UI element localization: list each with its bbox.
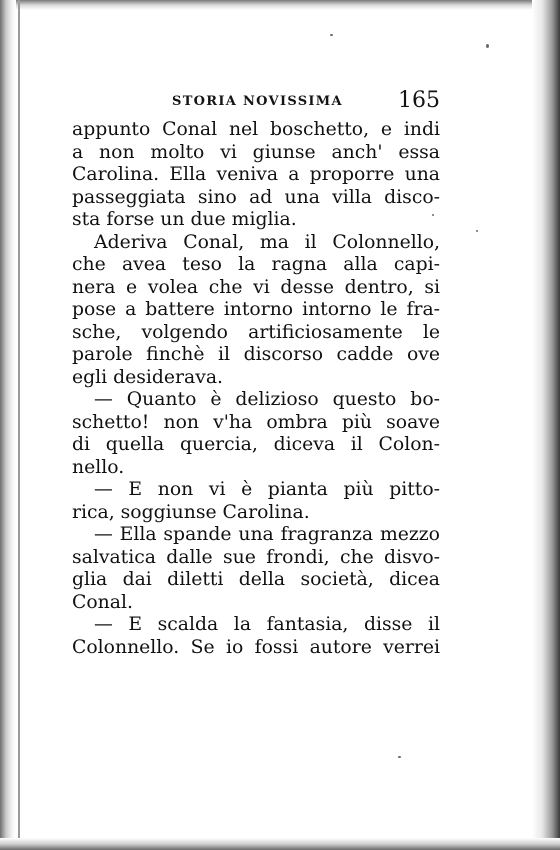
text-line: passeggiata sino ad una villa disco- (72, 186, 440, 208)
page-top-shadow (0, 0, 560, 10)
text-line: — Quanto è delizioso questo bo- (94, 389, 440, 410)
body-text (72, 119, 440, 659)
text-line: salvatica dalle sue frondi, che disvo- (72, 546, 440, 568)
text-line: rica, soggiunse Carolina. (72, 501, 310, 523)
text-line: Carolina. Ella veniva a proporre una (72, 164, 440, 185)
text-line: — E scalda la fantasia, disse il (94, 614, 440, 635)
text-line: nello. (72, 456, 125, 478)
page-right-shadow (532, 0, 560, 850)
text-line: appunto Conal nel boschetto, e indi (72, 119, 440, 140)
page-header (72, 88, 444, 118)
page-number: 165 (398, 88, 440, 113)
paper-speck (398, 756, 401, 758)
text-line: sche, volgendo artificiosamente le (72, 321, 440, 343)
text-line: pose a battere intorno intorno le fra- (72, 299, 440, 320)
text-line: egli desiderava. (72, 366, 223, 388)
page-binding-line (18, 0, 20, 850)
text-line: a non molto vi giunse anch' essa (72, 141, 440, 163)
paper-speck (330, 34, 333, 36)
text-line: sta forse un due miglia. (72, 209, 297, 230)
text-line: nera e volea che vi desse dentro, si (72, 276, 440, 298)
page-left-shadow (0, 0, 16, 850)
running-title: STORIA NOVISSIMA (172, 94, 343, 109)
text-line: — E non vi è pianta più pitto- (94, 479, 440, 500)
text-line: Colonnello. Se io fossi autore verrei (72, 636, 440, 658)
text-line: di quella quercia, diceva il Colon- (72, 434, 440, 455)
text-line: parole finchè il discorso cadde ove (72, 344, 440, 365)
text-line: schetto! non v'ha ombra più soave (72, 411, 440, 433)
text-line: — Ella spande una fragranza mezzo (94, 524, 440, 545)
text-line: glia dai diletti della società, dicea (72, 569, 440, 590)
text-line: Aderiva Conal, ma il Colonnello, (94, 231, 440, 253)
page-bottom-shadow (0, 838, 560, 850)
paper-speck (486, 44, 489, 48)
text-line: che avea teso la ragna alla capi- (72, 254, 440, 275)
text-line: Conal. (72, 591, 133, 613)
paper-speck (476, 230, 478, 232)
